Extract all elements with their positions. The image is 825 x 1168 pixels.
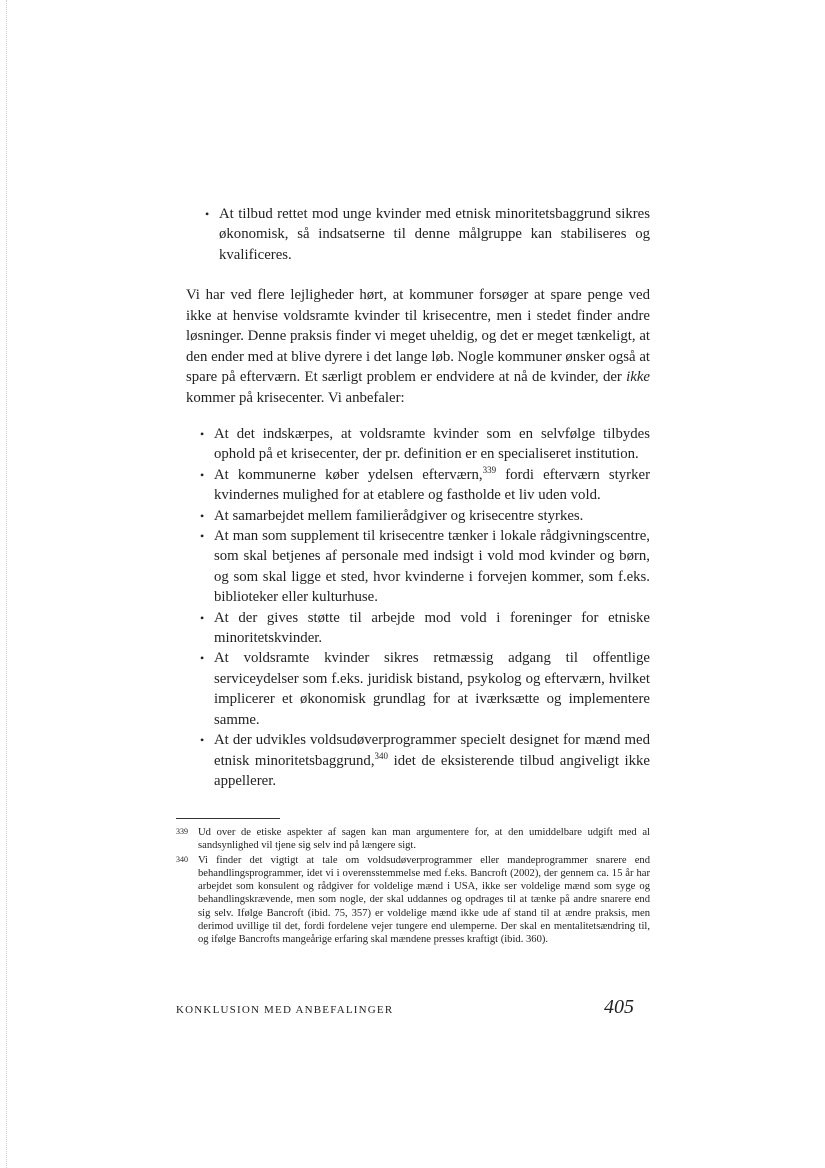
bullet-item [205,204,650,265]
bullet-dot-icon: • [200,610,205,625]
footnote-ref[interactable]: 339 [482,464,497,475]
footnote-ref[interactable]: 340 [374,750,389,761]
recommendation-item [200,506,650,526]
recommendation-text-part: At der udvikles voldsudøverprogrammer specielt designet for mænd med etnisk minoritetsbaggrund, [214,732,650,769]
recommendation-item [200,730,650,791]
bullet-text: At tilbud rettet mod unge kvinder med etnisk minoritetsbaggrund sikres økonomisk, så indsatserne til denne målgruppe kan stabiliseres og kvalificeres. [219,206,650,263]
recommendation-text [214,730,650,791]
paragraph-text: kommer på krisecenter. Vi anbefaler: [186,389,405,406]
body-paragraph [186,285,650,408]
bullet-dot-icon: • [205,207,210,221]
footnote-section [176,826,650,948]
footnote [176,854,650,946]
running-footer-title: KONKLUSION MED ANBEFALINGER [176,1004,394,1016]
bullet-dot-icon: • [200,733,205,748]
footnote-divider [176,818,280,819]
recommendation-item [200,424,650,465]
recommendation-item [200,465,650,506]
footnote-text: Vi finder det vigtigt at tale om voldsudøverprogrammer eller mandeprogrammer snarere end behandlingsprogrammer, idet vi i overensstemmelse med f.eks. Bancroft (2002), der gennem ca. 15 år har arbejdet som konsulent og rådgiver for voldelige mænd i USA, ikke ser voldelige mænd som syge og behandlingskrævende, men som nogle, der skal uddannes og opdrages til at tænke på andre snarere end sig selv. Ifølge Bancroft (ibid. 75, 357) er voldelige mænd ikke ude af stand til at ændre praksis, men derimod uvillige til det, fordi fordelene vejer tungere end ulemperne. Der skal en mentalitetsændring til, og ifølge Bancrofts mangeårige erfaring skal mændene presses kraftigt (ibid. 360). [198,855,650,945]
footnote-number: 340 [176,855,188,865]
page-number: 405 [604,996,634,1018]
paragraph-text: Vi har ved flere lejligheder hørt, at kommuner forsøger at spare penge ved ikke at henvise voldsramte kvinder til krisecentre, men i stedet finder andre løsninger. Denne praksis finder vi meget uheldig, og det er meget tænkeligt, at den ender med at blive dyrere i det lange løb. Nogle kommuner ønsker også at spare på efterværn. Et særligt problem er endvidere at nå de kvinder, der [186,287,650,385]
recommendation-list [200,424,650,791]
bullet-dot-icon: • [200,651,205,666]
scan-edge-line [6,0,7,1168]
recommendation-text: At samarbejdet mellem familierådgiver og krisecentre styrkes. [214,507,584,524]
bullet-dot-icon: • [200,529,205,544]
recommendation-text-part: At kommunerne køber ydelsen efterværn, [214,466,483,483]
recommendation-text [214,465,650,506]
footnote-text: Ud over de etiske aspekter af sagen kan man argumentere for, at den umiddelbare udgift med al sandsynlighed vil tjene sig selv ind på længere sigt. [198,827,650,852]
recommendation-text: At voldsramte kvinder sikres retmæssig adgang til offentlige serviceydelser som f.eks. juridisk bistand, psykolog og efterværn, hvilket implicerer et økonomisk grundlag for at iværksætte og implementere samme. [214,650,650,728]
intro-paragraph [186,285,650,408]
recommendation-text: At man som supplement til krisecentre tænker i lokale rådgivningscentre, som skal betjenes af personale med indsigt i vold mod kvinder og børn, og som skal ligge et sted, hvor kvinderne i forvejen kommer, som f.eks. biblioteker eller kulturhuse. [214,528,650,606]
bullet-dot-icon: • [200,508,205,523]
recommendation-text-part: fordi efterværn styrker kvindernes mulighed for at etablere og fastholde et liv uden vold. [214,466,650,504]
footnote [176,826,650,852]
recommendation-text: At der gives støtte til arbejde mod vold i foreninger for etniske minoritetskvinder. [214,609,650,647]
recommendation-text-part: idet de eksisterende tilbud angiveligt ikke appellerer. [214,752,650,789]
bullet-dot-icon: • [200,467,205,482]
recommendation-item [200,526,650,608]
top-bullet-list [205,204,650,265]
bullet-dot-icon: • [200,427,205,441]
recommendation-text: At det indskærpes, at voldsramte kvinder som en selvfølge tilbydes ophold på et krisecenter, der pr. definition er en specialiseret institution. [214,426,650,463]
footnote-number: 339 [176,827,188,836]
emphasis-text: ikke [626,369,650,385]
recommendation-item [200,608,650,649]
recommendation-item [200,648,650,730]
